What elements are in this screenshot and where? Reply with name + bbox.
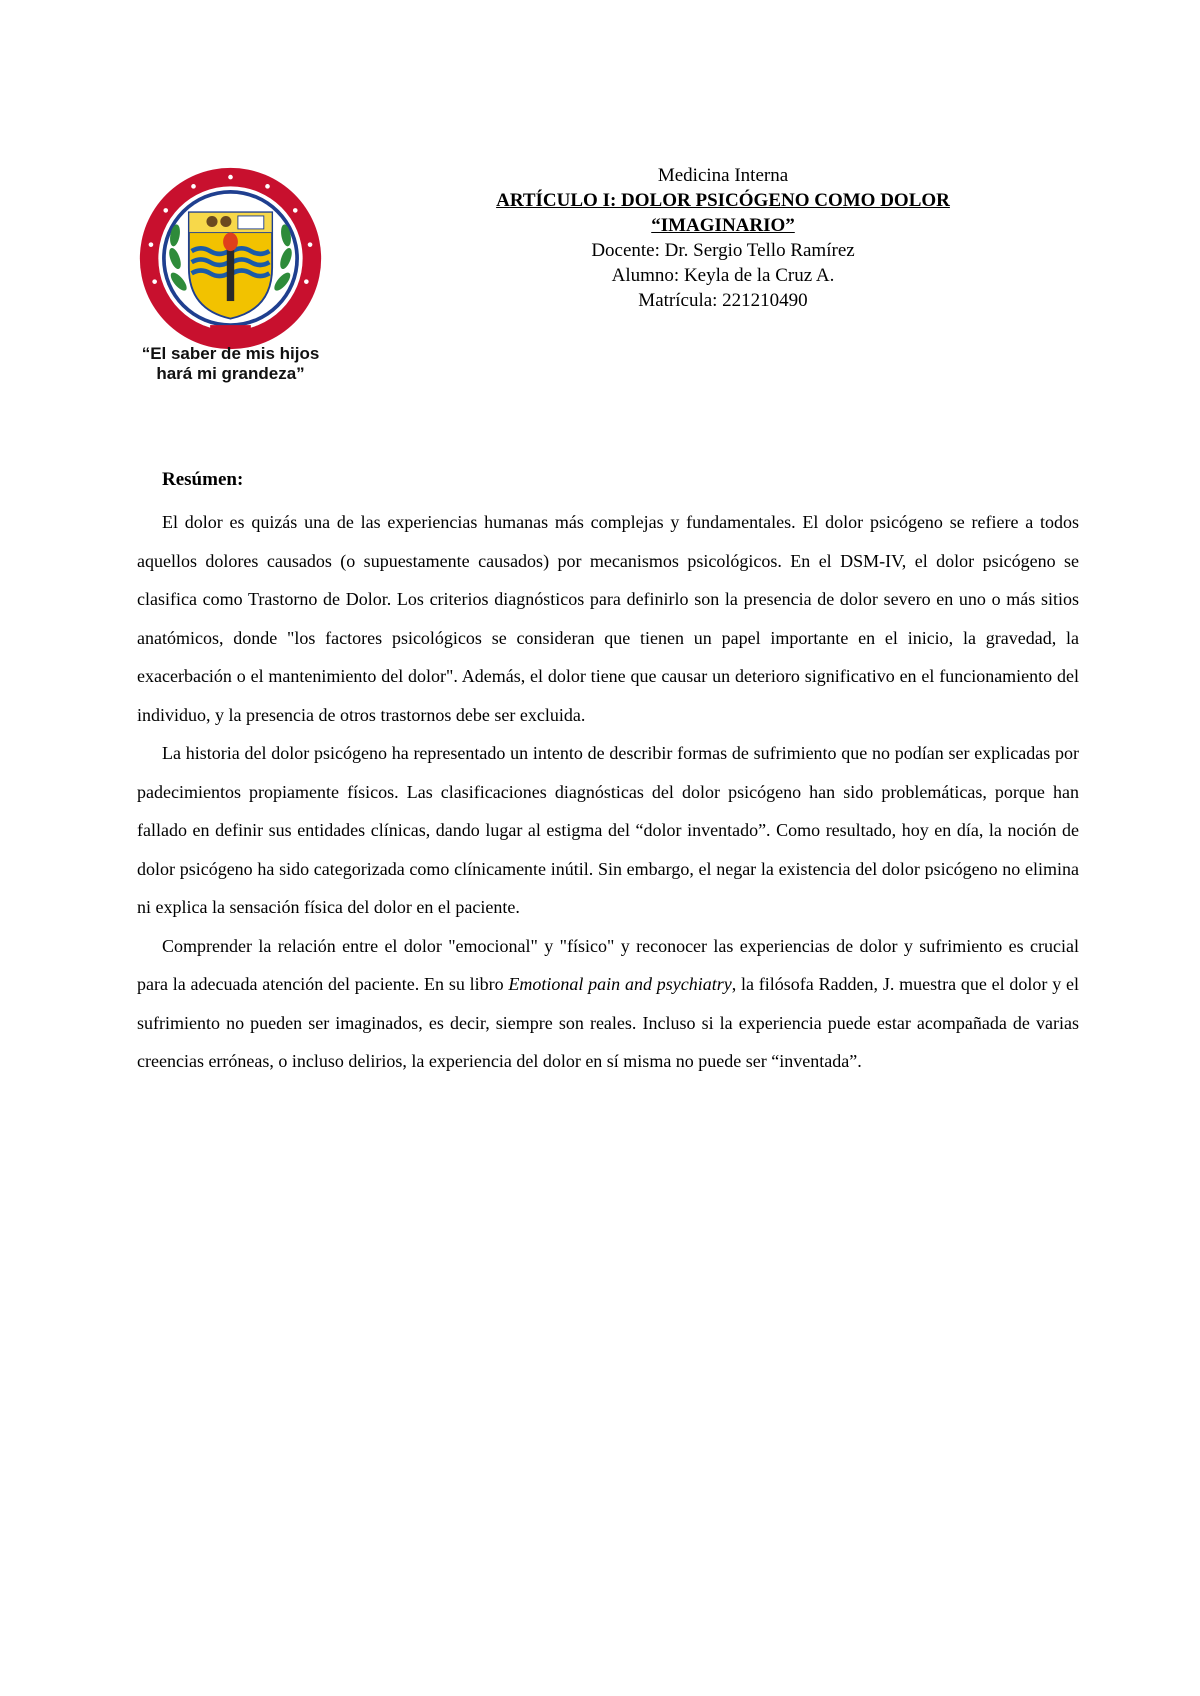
summary-section xyxy=(137,467,1079,1081)
motto-line-1: “El saber de mis hijos xyxy=(141,344,320,363)
paragraph-3-end: , la filósofa Radden, J. muestra que el dolor y el sufrimiento no pueden ser imaginados, es decir, siempre son reales. Incluso si la experiencia puede estar acompañada de varias creencias erróneas, o incluso delirios, la experiencia del dolor en sí misma no puede ser “inventada”. xyxy=(137,974,1079,1071)
article-title-line-1: ARTÍCULO I: DOLOR PSICÓGENO COMO DOLOR xyxy=(496,190,950,211)
summary-heading: Resúmen: xyxy=(162,469,244,490)
university-motto xyxy=(128,344,333,384)
matricula-line: Matrícula: 221210490 xyxy=(638,290,808,311)
course-name: Medicina Interna xyxy=(657,165,789,186)
book-title: Emotional pain and psychiatry xyxy=(508,974,732,994)
paragraph-3-start: Comprender la relación entre el dolor "emocional" y "físico" y reconocer las experiencias de dolor y sufrimiento es crucial para la adecuada atención del paciente. En su libro xyxy=(137,935,1079,994)
summary-paragraph-2: La historia del dolor psicógeno ha representado un intento de describir formas de sufrimiento que no podían ser explicadas por padecimientos propiamente físicos. Las clasificaciones diagnósticas del dolor psicógeno han sido problemáticas, porque han fallado en definir sus entidades clínicas, dando lugar al estigma del “dolor inventado”. Como resultado, hoy en día, la noción de dolor psicógeno ha sido categorizada como clínicamente inútil. Sin embargo, el negar la existencia del dolor psicógeno no elimina ni explica la sensación física del dolor en el paciente. xyxy=(137,743,1079,917)
summary-paragraph-3 xyxy=(137,927,1079,1081)
article-title-line-2: “IMAGINARIO” xyxy=(651,215,795,236)
university-seal-logo xyxy=(138,166,323,351)
motto-line-2: hará mi grandeza” xyxy=(156,364,305,383)
docente-line: Docente: Dr. Sergio Tello Ramírez xyxy=(591,240,855,261)
alumno-line: Alumno: Keyla de la Cruz A. xyxy=(611,265,835,286)
summary-paragraph-1: El dolor es quizás una de las experiencias humanas más complejas y fundamentales. El dolor psicógeno se refiere a todos aquellos dolores causados (o supuestamente causados) por mecanismos psicológicos. En el DSM-IV, el dolor psicógeno se clasifica como Trastorno de Dolor. Los criterios diagnósticos para definirlo son la presencia de dolor severo en uno o más sitios anatómicos, donde "los factores psicológicos se consideran que tienen un papel importante en el inicio, la gravedad, la exacerbación o el mantenimiento del dolor". Además, el dolor tiene que causar un deterioro significativo en el funcionamiento del individuo, y la presencia de otros trastornos debe ser excluida. xyxy=(137,512,1079,725)
document-header xyxy=(418,163,1028,313)
